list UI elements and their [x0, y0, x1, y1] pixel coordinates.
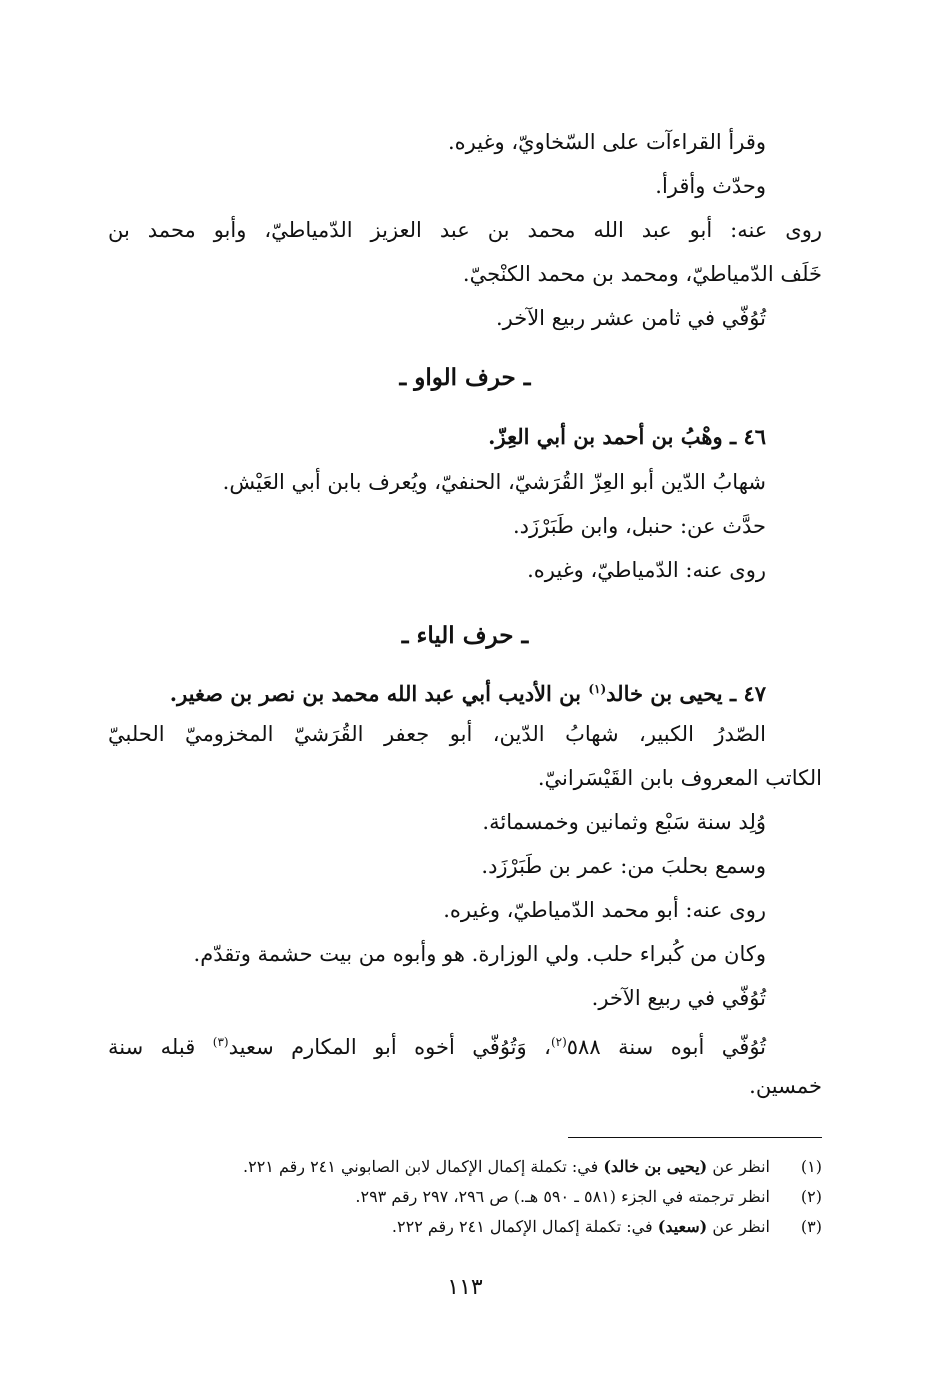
text-line: وسمع بحلبَ من: عمر بن طَبَرْزَد. — [481, 854, 766, 878]
footnote-marker: (٣) — [212, 1035, 229, 1049]
text-line: الصّدرُ الكبير، شهابُ الدّين، أبو جعفر القُرَشيّ المخزوميّ الحلبيّ — [108, 722, 766, 746]
footnote-number: (١) — [800, 1157, 822, 1176]
text-segment: ، وَتُوُفّي أخوه أبو المكارم سعيد — [228, 1035, 551, 1059]
text-line: وكان من كُبراء حلب. ولي الوزارة. هو وأبوه من بيت حشمة وتقدّم. — [193, 942, 766, 966]
text-line: حدَّث عن: حنبل، وابن طَبَرْزَد. — [512, 514, 766, 538]
text-line: خَلَف الدّمياطيّ، ومحمد بن محمد الكنْجيّ. — [462, 262, 822, 286]
section-heading-ya: ـ حرف الياء ـ — [401, 622, 529, 649]
text-line: روى عنه: الدّمياطيّ، وغيره. — [527, 558, 766, 582]
previous-entry-continuation — [108, 120, 822, 340]
text-line — [108, 1020, 822, 1064]
footnote — [108, 1182, 822, 1212]
text-line: وحدّث وأقرأ. — [655, 174, 766, 198]
text-line: روى عنه: أبو عبد الله محمد بن عبد العزيز الدّمياطيّ، وأبو محمد بن — [108, 218, 822, 242]
footnote-text: انظر عن — [707, 1157, 770, 1176]
footnote-marker: (١) — [588, 682, 607, 696]
text-line: الكاتب المعروف بابن القَيْسَرانيّ. — [537, 766, 822, 790]
footnote-text: في: تكملة إكمال الإكمال لابن الصابوني ٢٤١ رقم ٢٢١. — [243, 1157, 604, 1176]
footnote-text: انظر عن — [707, 1217, 770, 1236]
footnote-bold: (يحيى بن خالد) — [603, 1157, 708, 1176]
page-number: ١١٣ — [447, 1275, 483, 1300]
entry-heading — [108, 666, 822, 712]
entry-46 — [108, 414, 822, 592]
footnote-text: في: تكملة إكمال الإكمال ٢٤١ رقم ٢٢٢. — [391, 1217, 658, 1236]
text-line: وُلِد سنة سَبْع وثمانين وخمسمائة. — [482, 810, 766, 834]
footnotes — [108, 1152, 822, 1242]
text-line: شهابُ الدّين أبو العِزّ القُرَشيّ، الحنفيّ، ويُعرف بابن أبي العَيْش. — [222, 470, 766, 494]
footnote-text: انظر ترجمته في الجزء (٥٨١ ـ ٥٩٠ هـ.) ص ٢٩٦، ٢٩٧ رقم ٢٩٣. — [355, 1187, 770, 1206]
entry-heading-lineage: بن الأديب أبي عبد الله محمد بن نصر بن صغير. — [169, 681, 589, 706]
footnote — [108, 1152, 822, 1182]
section-heading-waw: ـ حرف الواو ـ — [399, 364, 531, 391]
text-segment: قبله سنة — [108, 1035, 213, 1059]
text-line: وقرأ القراءآت على السّخاويّ، وغيره. — [447, 130, 766, 154]
entry-heading-name: ٤٧ ـ يحيى بن خالد — [606, 681, 766, 706]
text-line: تُوُفّي في ثامن عشر ربيع الآخر. — [495, 306, 766, 330]
footnote-number: (٢) — [800, 1187, 822, 1206]
footnote-bold: (سعيد) — [657, 1217, 708, 1236]
text-segment: تُوُفّي أبوه سنة ٥٨٨ — [566, 1035, 767, 1059]
text-line: تُوُفّي في ربيع الآخر. — [591, 986, 766, 1010]
footnote — [108, 1212, 822, 1242]
text-line: روى عنه: أبو محمد الدّمياطيّ، وغيره. — [443, 898, 766, 922]
footnote-divider — [568, 1137, 822, 1138]
entry-47 — [108, 666, 822, 1108]
footnote-number: (٣) — [800, 1217, 822, 1236]
footnote-marker: (٢) — [550, 1035, 567, 1049]
entry-heading: ٤٦ ـ وهْبُ بن أحمد بن أبي العِزّ. — [488, 424, 766, 449]
text-line: خمسين. — [749, 1074, 822, 1098]
